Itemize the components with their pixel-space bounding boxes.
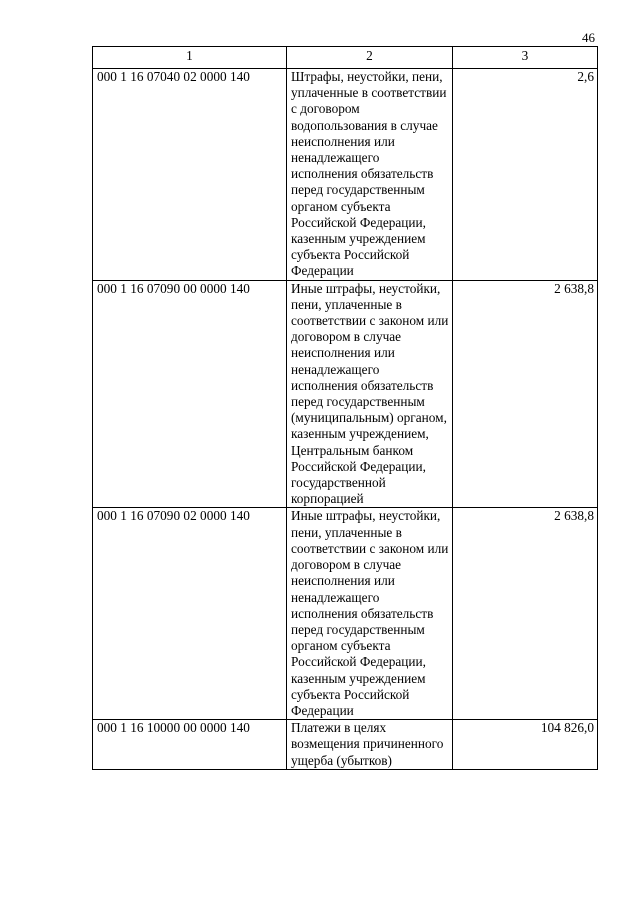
revenue-name: Иные штрафы, неустойки, пени, уплаченные в соответствии с законом или договором в случае неисполнения или ненадлежащего исполнения обязательств перед государственным (муниципальным) органом, казенным учреждением, Центральным банком Российской Федерации, государственной корпорацией bbox=[287, 280, 453, 508]
revenue-code: 000 1 16 07040 02 0000 140 bbox=[93, 69, 287, 281]
revenue-amount: 2 638,8 bbox=[453, 280, 598, 508]
column-header-3: 3 bbox=[453, 47, 598, 69]
revenue-amount: 104 826,0 bbox=[453, 720, 598, 770]
revenue-name: Штрафы, неустойки, пени, уплаченные в соответствии с договором водопользования в случае неисполнения или ненадлежащего исполнения обязательств перед государственным органом субъекта Российской Федерации, казенным учреждением субъекта Российской Федерации bbox=[287, 69, 453, 281]
budget-revenue-table bbox=[92, 46, 598, 770]
column-header-2: 2 bbox=[287, 47, 453, 69]
revenue-amount: 2,6 bbox=[453, 69, 598, 281]
table-row bbox=[93, 69, 598, 281]
table-row bbox=[93, 508, 598, 720]
page-number: 46 bbox=[582, 30, 595, 45]
revenue-name: Иные штрафы, неустойки, пени, уплаченные в соответствии с законом или договором в случае неисполнения или ненадлежащего исполнения обязательств перед государственным органом субъекта Российской Федерации, казенным учреждением субъекта Российской Федерации bbox=[287, 508, 453, 720]
table-header-row bbox=[93, 47, 598, 69]
table-row bbox=[93, 280, 598, 508]
revenue-name: Платежи в целях возмещения причиненного ущерба (убытков) bbox=[287, 720, 453, 770]
revenue-code: 000 1 16 07090 00 0000 140 bbox=[93, 280, 287, 508]
table-row bbox=[93, 720, 598, 770]
column-header-1: 1 bbox=[93, 47, 287, 69]
revenue-code: 000 1 16 10000 00 0000 140 bbox=[93, 720, 287, 770]
revenue-code: 000 1 16 07090 02 0000 140 bbox=[93, 508, 287, 720]
revenue-amount: 2 638,8 bbox=[453, 508, 598, 720]
